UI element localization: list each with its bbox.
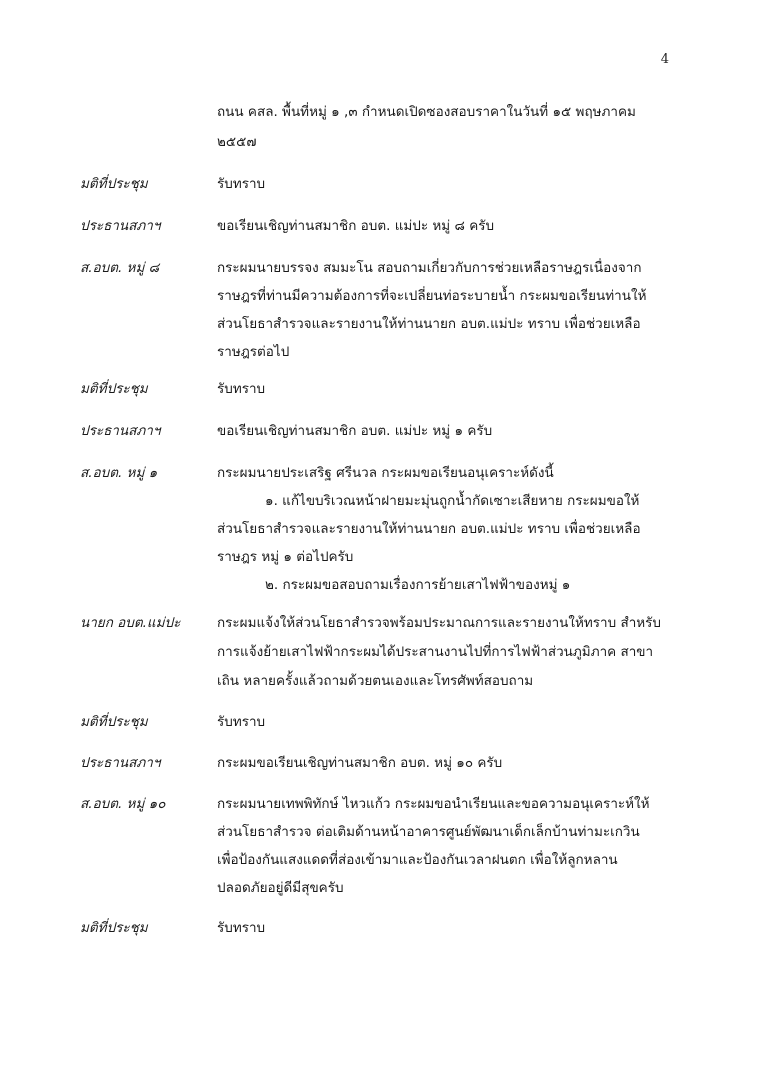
text-line: ถนน คสล. พื้นที่หมู่ ๑ ,๓ กำหนดเปิดซองสอบราคาในวันที่ ๑๕ พฤษภาคม xyxy=(217,104,636,120)
speaker-label: นายก อบต.แม่ปะ xyxy=(80,615,181,631)
speaker-label: ส.อบต. หมู่ ๑๐ xyxy=(80,796,166,812)
speaker-label: ส.อบต. หมู่ ๑ xyxy=(80,465,158,481)
text-line: การแจ้งย้ายเสาไฟฟ้ากระผมได้ประสานงานไปที่การไฟฟ้าส่วนภูมิภาค สาขา xyxy=(217,644,654,660)
text-line: กระผมนายบรรจง สมมะโน สอบถามเกี่ยวกับการช่วยเหลือราษฎรเนื่องจาก xyxy=(217,260,642,276)
text-line: เพื่อป้องกันแสงแดดที่ส่องเข้ามาและป้องกันเวลาฝนตก เพื่อให้ลูกหลาน xyxy=(217,852,618,868)
text-line: ๑. แก้ไขบริเวณหน้าฝายมะมุ่นถูกน้ำกัดเซาะเสียหาย กระผมขอให้ xyxy=(265,493,640,509)
text-line: ปลอดภัยอยู่ดีมีสุขครับ xyxy=(217,880,344,896)
text-line: ราษฎรที่ท่านมีความต้องการที่จะเปลี่ยนท่อระบายน้ำ กระผมขอเรียนท่านให้ xyxy=(217,288,647,304)
text-line: รับทราบ xyxy=(217,381,266,397)
speaker-label: ส.อบต. หมู่ ๘ xyxy=(80,260,160,276)
speaker-label: มติที่ประชุม xyxy=(80,381,148,397)
text-line: ขอเรียนเชิญท่านสมาชิก อบต. แม่ปะ หมู่ ๘ ครับ xyxy=(217,218,495,234)
text-line: เถิน หลายครั้งแล้วถามด้วยตนเองและโทรศัพท์สอบถาม xyxy=(217,673,534,689)
text-line: กระผมนายประเสริฐ ศรีนวล กระผมขอเรียนอนุเคราะห์ดังนี้ xyxy=(217,465,554,481)
text-line: รับทราบ xyxy=(217,176,266,192)
text-line: ราษฎรต่อไป xyxy=(217,344,290,360)
speaker-label: ประธานสภาฯ xyxy=(80,755,161,771)
speaker-label: ประธานสภาฯ xyxy=(80,218,161,234)
text-line: กระผมแจ้งให้ส่วนโยธาสำรวจพร้อมประมาณการและรายงานให้ทราบ สำหรับ xyxy=(217,615,661,631)
text-line: ขอเรียนเชิญท่านสมาชิก อบต. แม่ปะ หมู่ ๑ ครับ xyxy=(217,423,493,439)
text-line: ราษฎร หมู่ ๑ ต่อไปครับ xyxy=(217,549,354,565)
text-line: รับทราบ xyxy=(217,714,266,730)
text-line: ๒. กระผมขอสอบถามเรื่องการย้ายเสาไฟฟ้าของหมู่ ๑ xyxy=(265,577,571,593)
text-line: ส่วนโยธาสำรวจและรายงานให้ท่านนายก อบต.แม่ปะ ทราบ เพื่อช่วยเหลือ xyxy=(217,521,641,537)
text-line: ส่วนโยธาสำรวจ ต่อเติมด้านหน้าอาคารศูนย์พัฒนาเด็กเล็กบ้านท่ามะเกวิน xyxy=(217,824,640,840)
text-line: ๒๕๕๗ xyxy=(217,134,257,150)
speaker-label: มติที่ประชุม xyxy=(80,714,148,730)
text-line: กระผมนายเทพพิทักษ์ ไหวแก้ว กระผมขอนำเรียนและขอความอนุเคราะห์ให้ xyxy=(217,796,650,812)
text-line: รับทราบ xyxy=(217,920,266,936)
page-number: 4 xyxy=(660,52,669,67)
text-line: กระผมขอเรียนเชิญท่านสมาชิก อบต. หมู่ ๑๐ ครับ xyxy=(217,755,503,771)
text-line: ส่วนโยธาสำรวจและรายงานให้ท่านนายก อบต.แม่ปะ ทราบ เพื่อช่วยเหลือ xyxy=(217,316,641,332)
speaker-label: มติที่ประชุม xyxy=(80,920,148,936)
speaker-label: ประธานสภาฯ xyxy=(80,423,161,439)
speaker-label: มติที่ประชุม xyxy=(80,176,148,192)
